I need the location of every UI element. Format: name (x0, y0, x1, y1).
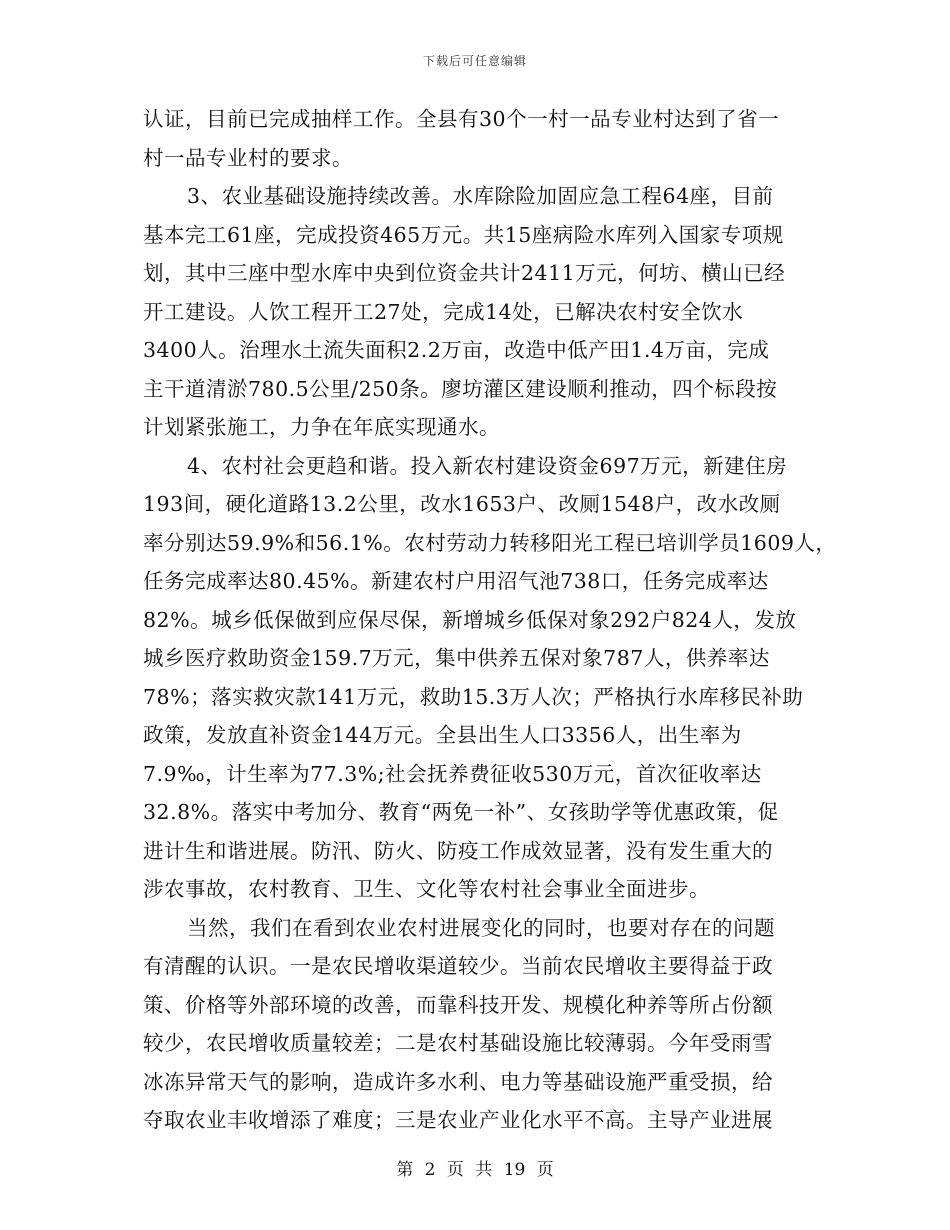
text-line: 涉农事故，农村教育、卫生、文化等农村社会事业全面进步。 (143, 877, 710, 901)
text-line: 78%；落实救灾款141万元，救助15.3万人次；严格执行水库移民补助 (143, 684, 804, 709)
text-line: 193间，硬化道路13.2公里，改水1653户、改厕1548户，改水改厕 (143, 492, 781, 516)
text-line: 政策，发放直补资金144万元。全县出生人口3356人，出生率为 (143, 723, 742, 747)
text-line: 冰冻异常天气的影响，造成许多水利、电力等基础设施严重受损，给 (143, 1069, 773, 1094)
text-line: 4、农村社会更趋和谐。投入新农村建设资金697万元，新建住房 (187, 453, 788, 478)
text-line: 计划紧张施工，力争在年底实现通水。 (143, 415, 500, 439)
text-line: 开工建设。人饮工程开工27处，完成14处，已解决农村安全饮水 (143, 299, 744, 324)
document-body (143, 100, 837, 1140)
text-line: 进计生和谐进展。防汛、防火、防疫工作成效显著，没有发生重大的 (143, 838, 773, 863)
text-line: 7.9‰，计生率为77.3%;社会抚养费征收530万元，首次征收率达 (143, 761, 762, 786)
text-line: 夺取农业丰收增添了难度；三是农业产业化水平不高。主导产业进展 (143, 1108, 773, 1132)
text-line: 率分别达59.9%和56.1%。农村劳动力转移阳光工程已培训学员1609人， (143, 530, 837, 555)
text-line: 较少，农民增收质量较差；二是农村基础设施比较薄弱。今年受雨雪 (143, 1031, 773, 1055)
text-line: 村一品专业村的要求。 (143, 145, 353, 170)
text-line: 策、价格等外部环境的改善，而靠科技开发、规模化种养等所占份额 (143, 992, 773, 1017)
text-line: 当然，我们在看到农业农村进展变化的同时，也要对存在的问题 (187, 915, 775, 940)
text-line: 3400人。治理水土流失面积2.2万亩，改造中低产田1.4万亩，完成 (143, 338, 770, 362)
text-line: 32.8%。落实中考加分、教育“两免一补”、女孩助学等优惠政策，促 (143, 800, 779, 824)
text-line: 任务完成率达80.45%。新建农村户用沼气池738口，任务完成率达 (143, 569, 769, 593)
text-line: 划，其中三座中型水库中央到位资金共计2411万元，何坊、横山已经 (143, 261, 786, 285)
text-line: 认证，目前已完成抽样工作。全县有30个一村一品专业村达到了省一 (143, 107, 780, 131)
text-line: 82%。城乡低保做到应保尽保，新增城乡低保对象292户824人，发放 (143, 607, 797, 632)
text-line: 3、农业基础设施持续改善。水库除险加固应急工程64座，目前 (187, 184, 774, 208)
page-header: 下载后可任意编辑 (422, 54, 527, 68)
text-line: 城乡医疗救助资金159.7万元，集中供养五保对象787人，供养率达 (143, 646, 770, 670)
text-line: 基本完工61座，完成投资465万元。共15座病险水库列入国家专项规 (143, 222, 784, 247)
page-footer: 第 2 页 共 19 页 (396, 1160, 554, 1180)
text-line: 主干道清淤780.5公里/250条。廖坊灌区建设顺利推动，四个标段按 (143, 376, 778, 401)
text-line: 有清醒的认识。一是农民增收渠道较少。当前农民增收主要得益于政 (143, 954, 773, 978)
